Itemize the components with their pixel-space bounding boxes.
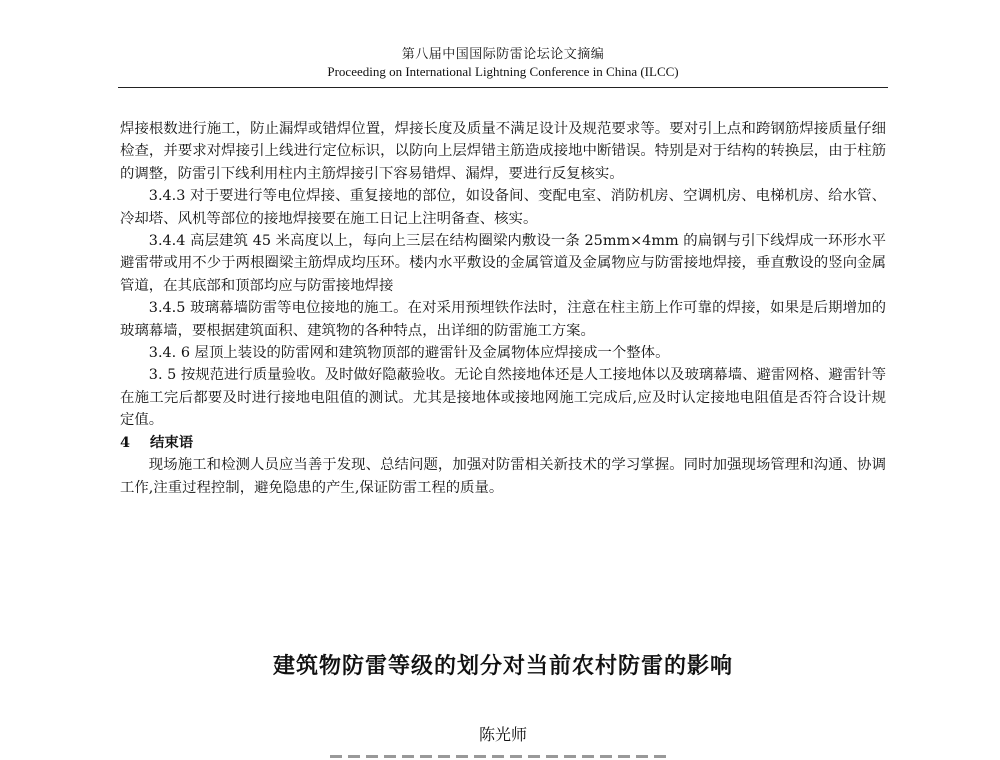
section-title: 结束语 xyxy=(150,433,194,451)
paragraph-3-4-6: 3.4. 6 屋顶上装设的防雷网和建筑物顶部的避雷针及金属物体应焊接成一个整体。 xyxy=(148,345,670,362)
paragraph-3-4-5: 3.4.5 玻璃幕墙防雷等电位接地的施工。在对采用预埋铁作法时，注意在柱主筋上作可靠的焊接，如果是后期增加的玻璃幕墙，要根据建筑面积、建筑物的各种特点，出详细的防雷施工方案。 xyxy=(120,300,886,339)
next-article-author: 陈光师 xyxy=(478,725,527,744)
paragraph-3-5: 3. 5 按规范进行质量验收。及时做好隐蔽验收。无论自然接地体还是人工接地体以及玻璃幕墙、避雷网格、避雷针等在施工完后都要及时进行接地电阻值的测试。尤其是接地体或接地网施工完成后,应及时认定接地电阻值是否符合设计规定值。 xyxy=(120,367,886,429)
running-header xyxy=(118,46,888,80)
paragraph-3-4-4: 3.4.4 高层建筑 45 米高度以上，每向上三层在结构圈梁内敷设一条 25mm×4mm 的扁钢与引下线焊成一环形水平避雷带或用不少于两根圈梁主筋焊成均压环。楼内水平敷设的金属管道及金属物应与防雷接地焊接，垂直敷设的竖向金属管道，在其底部和顶部均应与防雷接地焊接 xyxy=(120,233,886,294)
header-rule xyxy=(118,87,888,88)
next-article-title: 建筑物防雷等级的划分对当前农村防雷的影响 xyxy=(272,654,733,679)
header-chinese-title: 第八届中国国际防雷论坛论文摘编 xyxy=(401,47,605,62)
header-english-title: Proceeding on International Lightning Conference in China (ILCC) xyxy=(327,64,679,79)
paragraph-continuation: 焊接根数进行施工，防止漏焊或错焊位置，焊接长度及质量不满足设计及规范要求等。要对引上点和跨钢筋焊接质量仔细检查，并要求对焊接引上线进行定位标识，以防向上层焊错主筋造成接地中断错误。特别是对于结构的转换层，由于柱筋的调整，防雷引下线利用柱内主筋焊接引下容易错焊、漏焊，要进行反复核实。 xyxy=(120,121,886,182)
section-4-heading xyxy=(120,432,886,454)
paragraph-conclusion: 现场施工和检测人员应当善于发现、总结问题，加强对防雷相关新技术的学习掌握。同时加强现场管理和沟通、协调工作,注重过程控制，避免隐患的产生,保证防雷工程的质量。 xyxy=(120,457,886,496)
paragraph-3-4-3: 3.4.3 对于要进行等电位焊接、重复接地的部位，如设备间、变配电室、消防机房、空调机房、电梯机房、给水管、冷却塔、风机等部位的接地焊接要在施工日记上注明备查、核实。 xyxy=(120,188,886,227)
article-body xyxy=(120,118,886,499)
section-number: 4 xyxy=(120,433,131,451)
cropped-affiliation-line xyxy=(330,752,670,760)
